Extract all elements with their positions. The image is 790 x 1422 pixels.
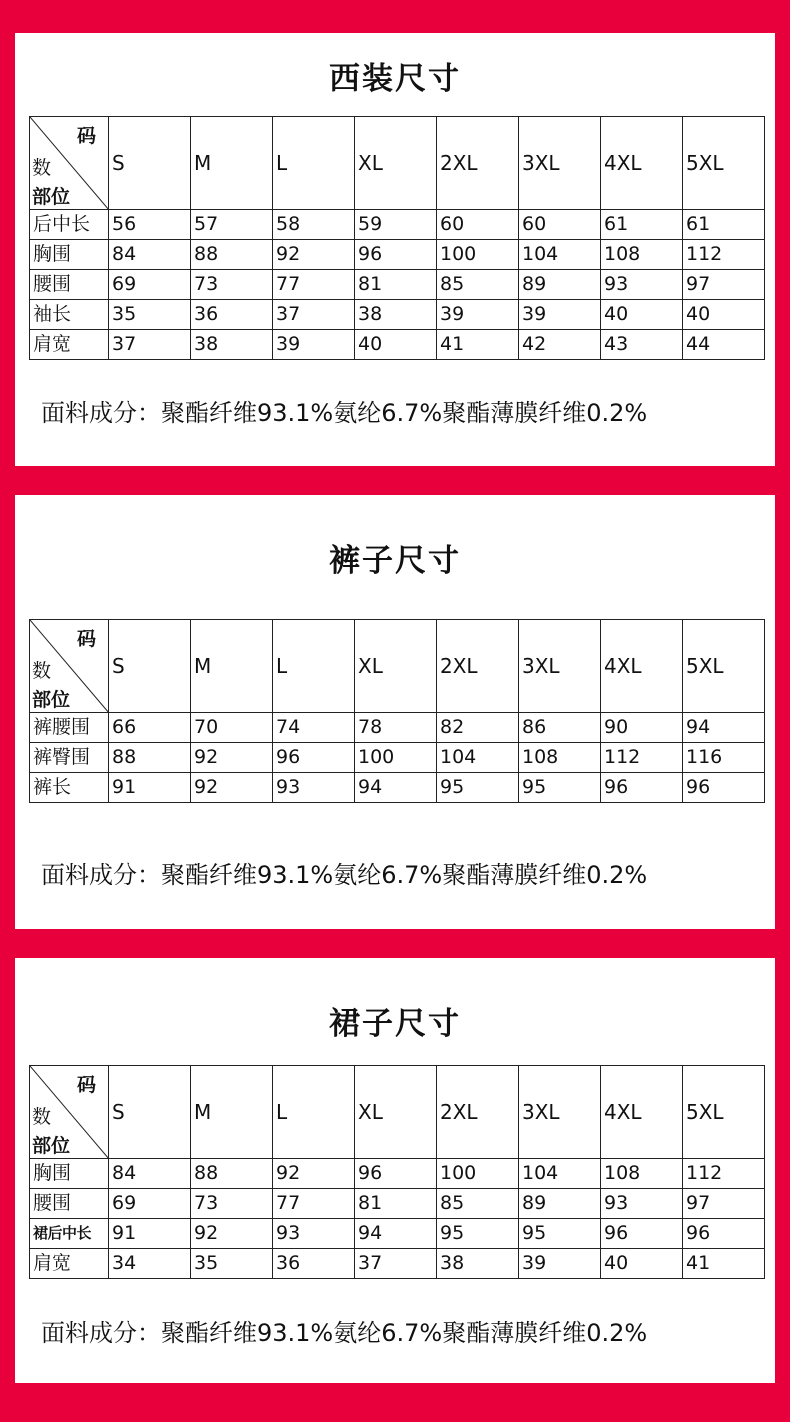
panel-title: 裙子尺寸: [329, 1006, 461, 1042]
table-cell: 96: [355, 1159, 437, 1189]
row-label: 裤长: [30, 773, 109, 803]
table-cell: 88: [191, 240, 273, 270]
table-cell: 35: [191, 1249, 273, 1279]
table-cell: 96: [683, 1219, 765, 1249]
corner-number-label: 数: [32, 1106, 52, 1128]
size-header: S: [109, 620, 191, 713]
table-cell: 89: [519, 270, 601, 300]
corner-part-label: 部位: [32, 689, 71, 711]
size-header: 2XL: [437, 117, 519, 210]
table-row: [30, 330, 765, 360]
table-cell: 90: [601, 713, 683, 743]
table-cell: 96: [601, 773, 683, 803]
corner-part-label: 部位: [32, 1135, 71, 1157]
row-label: 腰围: [30, 1189, 109, 1219]
panel-title: 西装尺寸: [329, 61, 461, 97]
fabric-composition: 面料成分：聚酯纤维93.1%氨纶6.7%聚酯薄膜纤维0.2%: [41, 1319, 648, 1347]
table-cell: 82: [437, 713, 519, 743]
table-header-row: [30, 620, 765, 713]
table-cell: 84: [109, 1159, 191, 1189]
panel-title: 裤子尺寸: [329, 543, 461, 579]
table-cell: 70: [191, 713, 273, 743]
table-cell: 85: [437, 270, 519, 300]
size-header: XL: [355, 1066, 437, 1159]
table-cell: 84: [109, 240, 191, 270]
table-row: [30, 240, 765, 270]
size-header: 3XL: [519, 117, 601, 210]
table-cell: 93: [273, 1219, 355, 1249]
corner-size-label: 码: [76, 628, 96, 650]
table-cell: 96: [355, 240, 437, 270]
table-cell: 93: [601, 270, 683, 300]
table-cell: 59: [355, 210, 437, 240]
table-cell: 108: [601, 240, 683, 270]
table-cell: 40: [601, 300, 683, 330]
table-cell: 37: [355, 1249, 437, 1279]
table-row: [30, 1189, 765, 1219]
row-label: 裙后中长: [30, 1219, 109, 1249]
table-cell: 39: [519, 300, 601, 330]
row-label: 腰围: [30, 270, 109, 300]
size-header: M: [191, 620, 273, 713]
table-cell: 37: [273, 300, 355, 330]
size-header: S: [109, 117, 191, 210]
table-row: [30, 1249, 765, 1279]
table-cell: 94: [683, 713, 765, 743]
corner-header-cell: [30, 117, 109, 210]
table-row: [30, 270, 765, 300]
size-table: [29, 1065, 765, 1279]
table-cell: 94: [355, 773, 437, 803]
size-header: XL: [355, 620, 437, 713]
table-cell: 92: [273, 1159, 355, 1189]
table-cell: 39: [273, 330, 355, 360]
table-cell: 38: [437, 1249, 519, 1279]
table-cell: 66: [109, 713, 191, 743]
table-cell: 100: [355, 743, 437, 773]
size-header: 2XL: [437, 1066, 519, 1159]
table-cell: 108: [519, 743, 601, 773]
table-cell: 104: [437, 743, 519, 773]
table-cell: 40: [355, 330, 437, 360]
table-cell: 112: [683, 240, 765, 270]
row-label: 裤腰围: [30, 713, 109, 743]
table-row: [30, 743, 765, 773]
fabric-composition: 面料成分：聚酯纤维93.1%氨纶6.7%聚酯薄膜纤维0.2%: [41, 399, 648, 427]
corner-number-label: 数: [32, 157, 52, 179]
table-cell: 42: [519, 330, 601, 360]
corner-size-label: 码: [76, 125, 96, 147]
size-table: [29, 619, 765, 803]
size-header: 2XL: [437, 620, 519, 713]
table-cell: 95: [519, 773, 601, 803]
table-cell: 35: [109, 300, 191, 330]
table-cell: 86: [519, 713, 601, 743]
table-cell: 92: [191, 773, 273, 803]
size-header: L: [273, 620, 355, 713]
row-label: 肩宽: [30, 1249, 109, 1279]
row-label: 胸围: [30, 240, 109, 270]
corner-header-cell: [30, 620, 109, 713]
corner-number-label: 数: [32, 660, 52, 682]
row-label: 肩宽: [30, 330, 109, 360]
size-header: 5XL: [683, 117, 765, 210]
size-table: [29, 116, 765, 360]
size-header: 3XL: [519, 620, 601, 713]
table-cell: 40: [683, 300, 765, 330]
table-header-row: [30, 117, 765, 210]
size-header: L: [273, 1066, 355, 1159]
table-cell: 88: [191, 1159, 273, 1189]
table-cell: 61: [683, 210, 765, 240]
table-cell: 36: [273, 1249, 355, 1279]
size-header: S: [109, 1066, 191, 1159]
table-header-row: [30, 1066, 765, 1159]
table-cell: 44: [683, 330, 765, 360]
table-cell: 104: [519, 240, 601, 270]
corner-size-label: 码: [76, 1074, 96, 1096]
table-cell: 73: [191, 1189, 273, 1219]
table-cell: 112: [683, 1159, 765, 1189]
table-cell: 74: [273, 713, 355, 743]
table-cell: 104: [519, 1159, 601, 1189]
table-cell: 95: [437, 1219, 519, 1249]
table-cell: 81: [355, 1189, 437, 1219]
table-cell: 81: [355, 270, 437, 300]
table-cell: 41: [683, 1249, 765, 1279]
table-cell: 60: [437, 210, 519, 240]
corner-part-label: 部位: [32, 186, 71, 208]
table-cell: 92: [191, 743, 273, 773]
suit-size-panel: [15, 33, 775, 466]
table-cell: 93: [601, 1189, 683, 1219]
pants-size-panel: [15, 495, 775, 929]
row-label: 胸围: [30, 1159, 109, 1189]
table-cell: 38: [355, 300, 437, 330]
table-cell: 69: [109, 270, 191, 300]
table-cell: 85: [437, 1189, 519, 1219]
size-header: 4XL: [601, 1066, 683, 1159]
size-header: XL: [355, 117, 437, 210]
size-header: 5XL: [683, 620, 765, 713]
table-row: [30, 210, 765, 240]
table-cell: 69: [109, 1189, 191, 1219]
table-row: [30, 773, 765, 803]
size-header: L: [273, 117, 355, 210]
table-cell: 40: [601, 1249, 683, 1279]
table-cell: 97: [683, 270, 765, 300]
table-cell: 78: [355, 713, 437, 743]
table-cell: 95: [437, 773, 519, 803]
table-cell: 97: [683, 1189, 765, 1219]
row-label: 袖长: [30, 300, 109, 330]
table-cell: 88: [109, 743, 191, 773]
table-cell: 91: [109, 1219, 191, 1249]
table-cell: 39: [437, 300, 519, 330]
table-cell: 36: [191, 300, 273, 330]
table-cell: 93: [273, 773, 355, 803]
table-cell: 89: [519, 1189, 601, 1219]
table-cell: 108: [601, 1159, 683, 1189]
table-cell: 61: [601, 210, 683, 240]
table-row: [30, 1219, 765, 1249]
size-header: 4XL: [601, 117, 683, 210]
table-cell: 112: [601, 743, 683, 773]
table-cell: 95: [519, 1219, 601, 1249]
table-cell: 60: [519, 210, 601, 240]
fabric-composition: 面料成分：聚酯纤维93.1%氨纶6.7%聚酯薄膜纤维0.2%: [41, 861, 648, 889]
table-cell: 38: [191, 330, 273, 360]
table-cell: 96: [601, 1219, 683, 1249]
size-header: 5XL: [683, 1066, 765, 1159]
table-cell: 91: [109, 773, 191, 803]
table-cell: 96: [273, 743, 355, 773]
table-cell: 73: [191, 270, 273, 300]
row-label: 后中长: [30, 210, 109, 240]
table-cell: 77: [273, 270, 355, 300]
table-cell: 56: [109, 210, 191, 240]
size-header: M: [191, 1066, 273, 1159]
size-header: 4XL: [601, 620, 683, 713]
skirt-size-panel: [15, 958, 775, 1383]
table-cell: 94: [355, 1219, 437, 1249]
table-cell: 96: [683, 773, 765, 803]
table-cell: 92: [273, 240, 355, 270]
table-cell: 41: [437, 330, 519, 360]
table-cell: 34: [109, 1249, 191, 1279]
table-cell: 58: [273, 210, 355, 240]
table-cell: 116: [683, 743, 765, 773]
table-cell: 100: [437, 1159, 519, 1189]
size-header: M: [191, 117, 273, 210]
table-cell: 39: [519, 1249, 601, 1279]
row-label: 裤臀围: [30, 743, 109, 773]
table-cell: 77: [273, 1189, 355, 1219]
table-cell: 43: [601, 330, 683, 360]
table-cell: 92: [191, 1219, 273, 1249]
table-row: [30, 713, 765, 743]
table-cell: 37: [109, 330, 191, 360]
corner-header-cell: [30, 1066, 109, 1159]
table-row: [30, 1159, 765, 1189]
size-header: 3XL: [519, 1066, 601, 1159]
table-row: [30, 300, 765, 330]
table-cell: 100: [437, 240, 519, 270]
table-cell: 57: [191, 210, 273, 240]
